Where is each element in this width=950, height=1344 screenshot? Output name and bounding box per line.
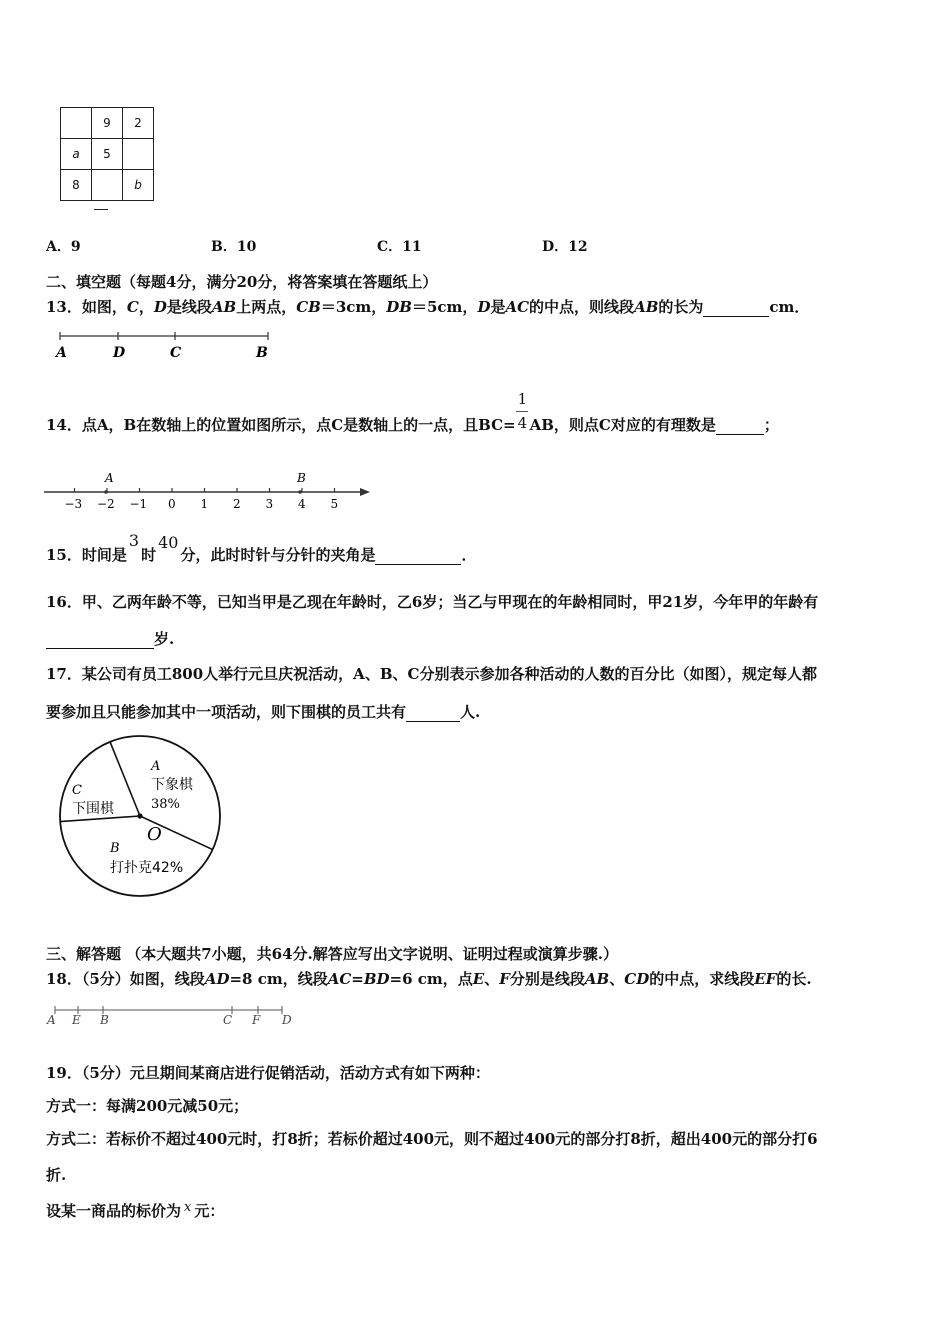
axis-tick-label: −1 (129, 497, 148, 511)
grid-cell: a (61, 139, 92, 170)
slice-a-letter: A (151, 759, 161, 774)
choice-d: D．12 (542, 239, 588, 255)
axis-tick-label: 2 (233, 497, 241, 511)
slice-c-letter: C (72, 783, 82, 798)
grid-cell: 5 (92, 139, 123, 170)
question-17-line-1: 17．某公司有员工800人举行元旦庆祝活动，A、B、C分别表示参加各种活动的人数的百分比（如图），规定每人都 (46, 665, 817, 683)
axis-tick-label: 1 (200, 497, 209, 511)
slice-b-letter: B (110, 841, 120, 856)
axis-tick-label: −3 (64, 497, 83, 511)
axis-tick-label: 4 (298, 497, 306, 511)
point-label: D (113, 345, 126, 361)
question-19-line-5: 设某一商品的标价为 x 元： (46, 1200, 225, 1220)
question-18: 18．（5分）如图，线段AD=8 cm，线段AC=BD=6 cm，点E、F分别是线段AB、CD的中点，求线段EF的长. (46, 970, 812, 988)
point-a-label: A (105, 471, 114, 485)
question-16-line-1: 16．甲、乙两年龄不等，已知当甲是乙现在年龄时，乙6岁；当乙与甲现在的年龄相同时，甲21岁，今年甲的年龄有 (46, 593, 819, 611)
grid-cell: 2 (123, 108, 154, 139)
question-16-line-2: 岁. (46, 628, 174, 649)
point-label: D (282, 1013, 292, 1027)
point-label: F (252, 1013, 261, 1027)
grid-cell: 9 (92, 108, 123, 139)
point-label: B (100, 1013, 109, 1027)
question-19-line-4: 折. (46, 1166, 67, 1184)
slice-c-label: 下围棋 (72, 801, 114, 817)
section-2-title: 二、填空题（每题4分，满分20分，将答案填在答题纸上） (46, 273, 438, 291)
axis-tick-label: 3 (265, 497, 274, 511)
pie-center-label: O (147, 824, 162, 845)
choice-c: C．11 (377, 239, 422, 255)
axis-tick-label: 5 (330, 497, 339, 511)
point-label: A (56, 345, 67, 361)
question-15: 15．时间是3时40分，此时时针与分针的夹角是 ． (46, 531, 477, 564)
choice-b: B．10 (211, 239, 257, 255)
slice-a-percent: 38% (151, 797, 180, 812)
question-19-line-3: 方式二：若标价不超过400元时，打8折；若标价超过400元，则不超过400元的部分打8折，超出400元的部分打6 (46, 1130, 818, 1148)
slice-b-label: 打扑克42% (110, 860, 184, 876)
slice-a-label: 下象棋 (151, 777, 193, 793)
question-19-line-2: 方式一：每满200元减50元； (46, 1097, 249, 1115)
point-label: A (47, 1013, 56, 1027)
point-label: E (72, 1013, 81, 1027)
section-3-title: 三、解答题 （本大题共7小题，共64分.解答应写出文字说明、证明过程或演算步骤.） (46, 945, 618, 963)
question-19-line-1: 19．（5分）元旦期间某商店进行促销活动，活动方式有如下两种： (46, 1064, 490, 1082)
point-label: C (223, 1013, 233, 1027)
question-14: 14．点A，B在数轴上的位置如图所示，点C是数轴上的一点，且BC= $\frac{1}{4}$ AB，则点C对应的有理数是 ； (46, 390, 779, 434)
choice-a: A．9 (46, 239, 81, 255)
axis-tick-label: −2 (97, 497, 115, 511)
point-b-label: B (297, 471, 306, 485)
point-label: B (256, 345, 268, 361)
question-17-line-2: 要参加且只能参加其中一项活动，则下围棋的员工共有 人. (46, 703, 481, 721)
axis-tick-label: 0 (168, 497, 176, 511)
point-label: C (170, 345, 182, 361)
fraction: $\frac{1}{4}$ (517, 390, 528, 432)
grid-cell: b (123, 170, 154, 201)
question-13: 13．如图，C，D是线段AB上两点，CB＝3cm，DB＝5cm，D是AC的中点，则线段AB的长为 cm． (46, 298, 810, 316)
grid-cell: 8 (61, 170, 92, 201)
